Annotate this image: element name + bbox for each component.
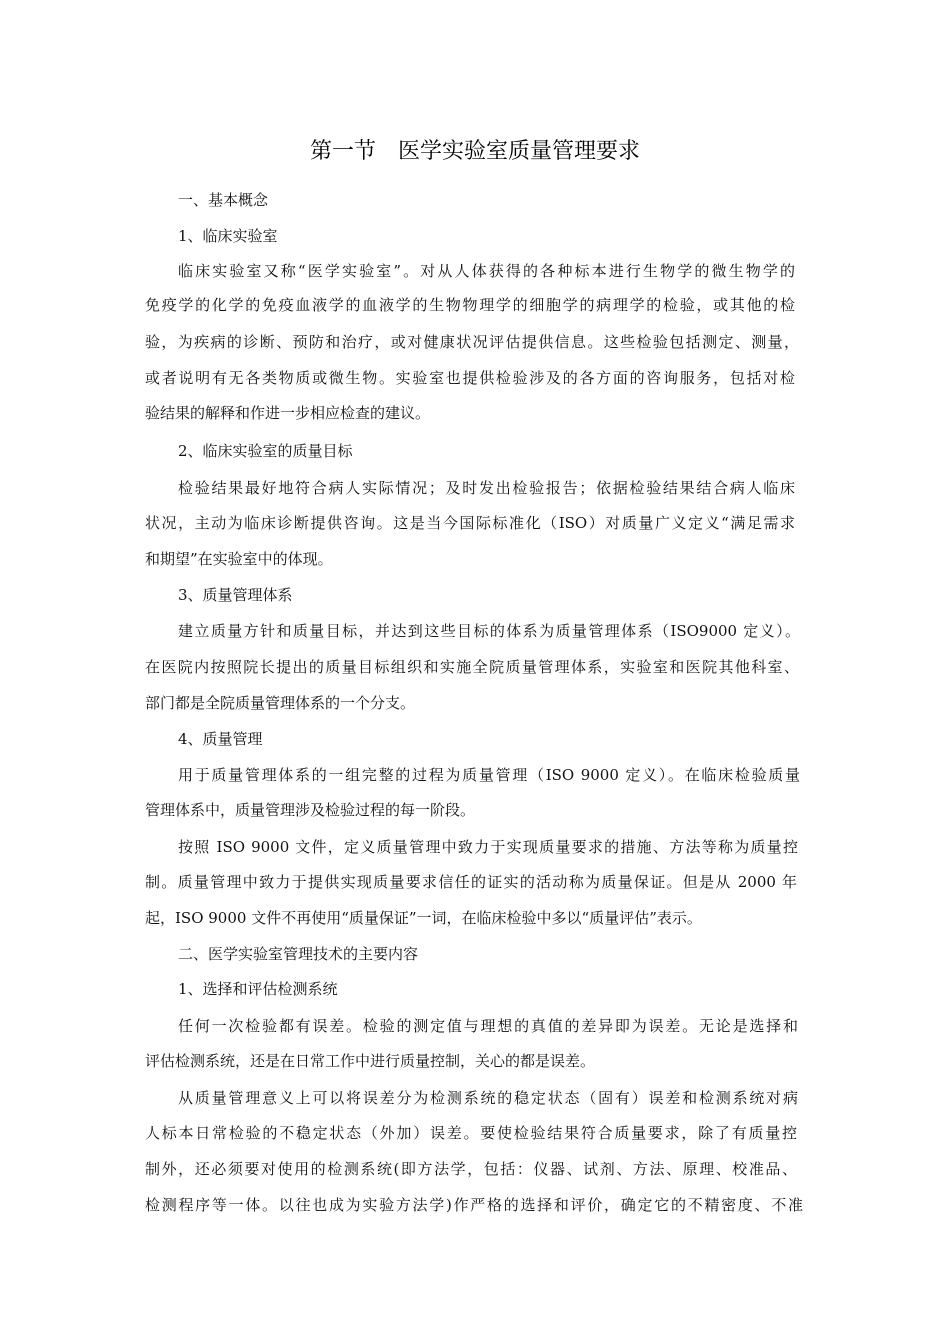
paragraph-line: 临床实验室又称“医学实验室”。对从人体获得的各种标本进行生物学的微生物学的 — [178, 262, 795, 280]
paragraph-line: 起，ISO 9000 文件不再使用“质量保证”一词，在临床检验中多以“质量评估”表示。 — [145, 909, 702, 927]
paragraph-line: 从质量管理意义上可以将误差分为检测系统的稳定状态（固有）误差和检测系统对病 — [178, 1089, 798, 1107]
subheading-quality-goal: 2、临床实验室的质量目标 — [178, 442, 353, 460]
subheading-quality-management: 4、质量管理 — [178, 730, 263, 748]
paragraph-line: 管理体系中，质量管理涉及检验过程的每一阶段。 — [145, 801, 476, 819]
paragraph-line: 检测程序等一体。以往也成为实验方法学)作严格的选择和评价，确定它的不精密度、不准 — [145, 1196, 803, 1214]
paragraph-line: 任何一次检验都有误差。检验的测定值与理想的真值的差异即为误差。无论是选择和 — [178, 1017, 798, 1035]
paragraph-line: 建立质量方针和质量目标，并达到这些目标的体系为质量管理体系（ISO9000 定义）。 — [178, 622, 800, 640]
paragraph-line: 部门都是全院质量管理体系的一个分支。 — [145, 694, 416, 712]
paragraph-line: 按照 ISO 9000 文件，定义质量管理中致力于实现质量要求的措施、方法等称为质量控 — [178, 838, 798, 856]
paragraph-line: 评估检测系统，还是在日常工作中进行质量控制，关心的都是误差。 — [145, 1052, 596, 1070]
heading-lab-management-tech: 二、医学实验室管理技术的主要内容 — [178, 945, 419, 963]
paragraph-line: 用于质量管理体系的一组完整的过程为质量管理（ISO 9000 定义）。在临床检验质量 — [178, 766, 800, 784]
subheading-qms: 3、质量管理体系 — [178, 586, 293, 604]
section-title: 第一节 医学实验室质量管理要求 — [309, 139, 640, 164]
subheading-clinical-lab: 1、临床实验室 — [178, 227, 278, 245]
paragraph-line: 在医院内按照院长提出的质量目标组织和实施全院质量管理体系，实验室和医院其他科室、 — [145, 658, 799, 676]
paragraph-line: 检验结果最好地符合病人实际情况；及时发出检验报告；依据检验结果结合病人临床 — [178, 479, 795, 497]
paragraph-line: 制。质量管理中致力于提供实现质量要求信任的证实的活动称为质量保证。但是从 2000 年 — [145, 873, 797, 891]
paragraph-line: 验，为疾病的诊断、预防和治疗，或对健康状况评估提供信息。这些检验包括测定、测量， — [145, 333, 799, 351]
paragraph-line: 或者说明有无各类物质或微生物。实验室也提供检验涉及的各方面的咨询服务，包括对检 — [145, 369, 795, 387]
heading-basic-concepts: 一、基本概念 — [178, 191, 269, 209]
paragraph-line: 人标本日常检验的不稳定状态（外加）误差。要使检验结果符合质量要求，除了有质量控 — [145, 1124, 797, 1142]
subheading-detection-system: 1、选择和评估检测系统 — [178, 980, 338, 998]
paragraph-line: 和期望”在实验室中的体现。 — [145, 550, 333, 568]
paragraph-line: 验结果的解释和作进一步相应检查的建议。 — [145, 404, 431, 422]
paragraph-line: 状况，主动为临床诊断提供咨询。这是当今国际标准化（ISO）对质量广义定义“满足需求 — [145, 514, 795, 532]
paragraph-line: 免疫学的化学的免疫血液学的血液学的生物物理学的细胞学的病理学的检验，或其他的检 — [145, 296, 795, 314]
paragraph-line: 制外，还必须要对使用的检测系统(即方法学，包括：仪器、试剂、方法、原理、校准品、 — [145, 1160, 797, 1178]
